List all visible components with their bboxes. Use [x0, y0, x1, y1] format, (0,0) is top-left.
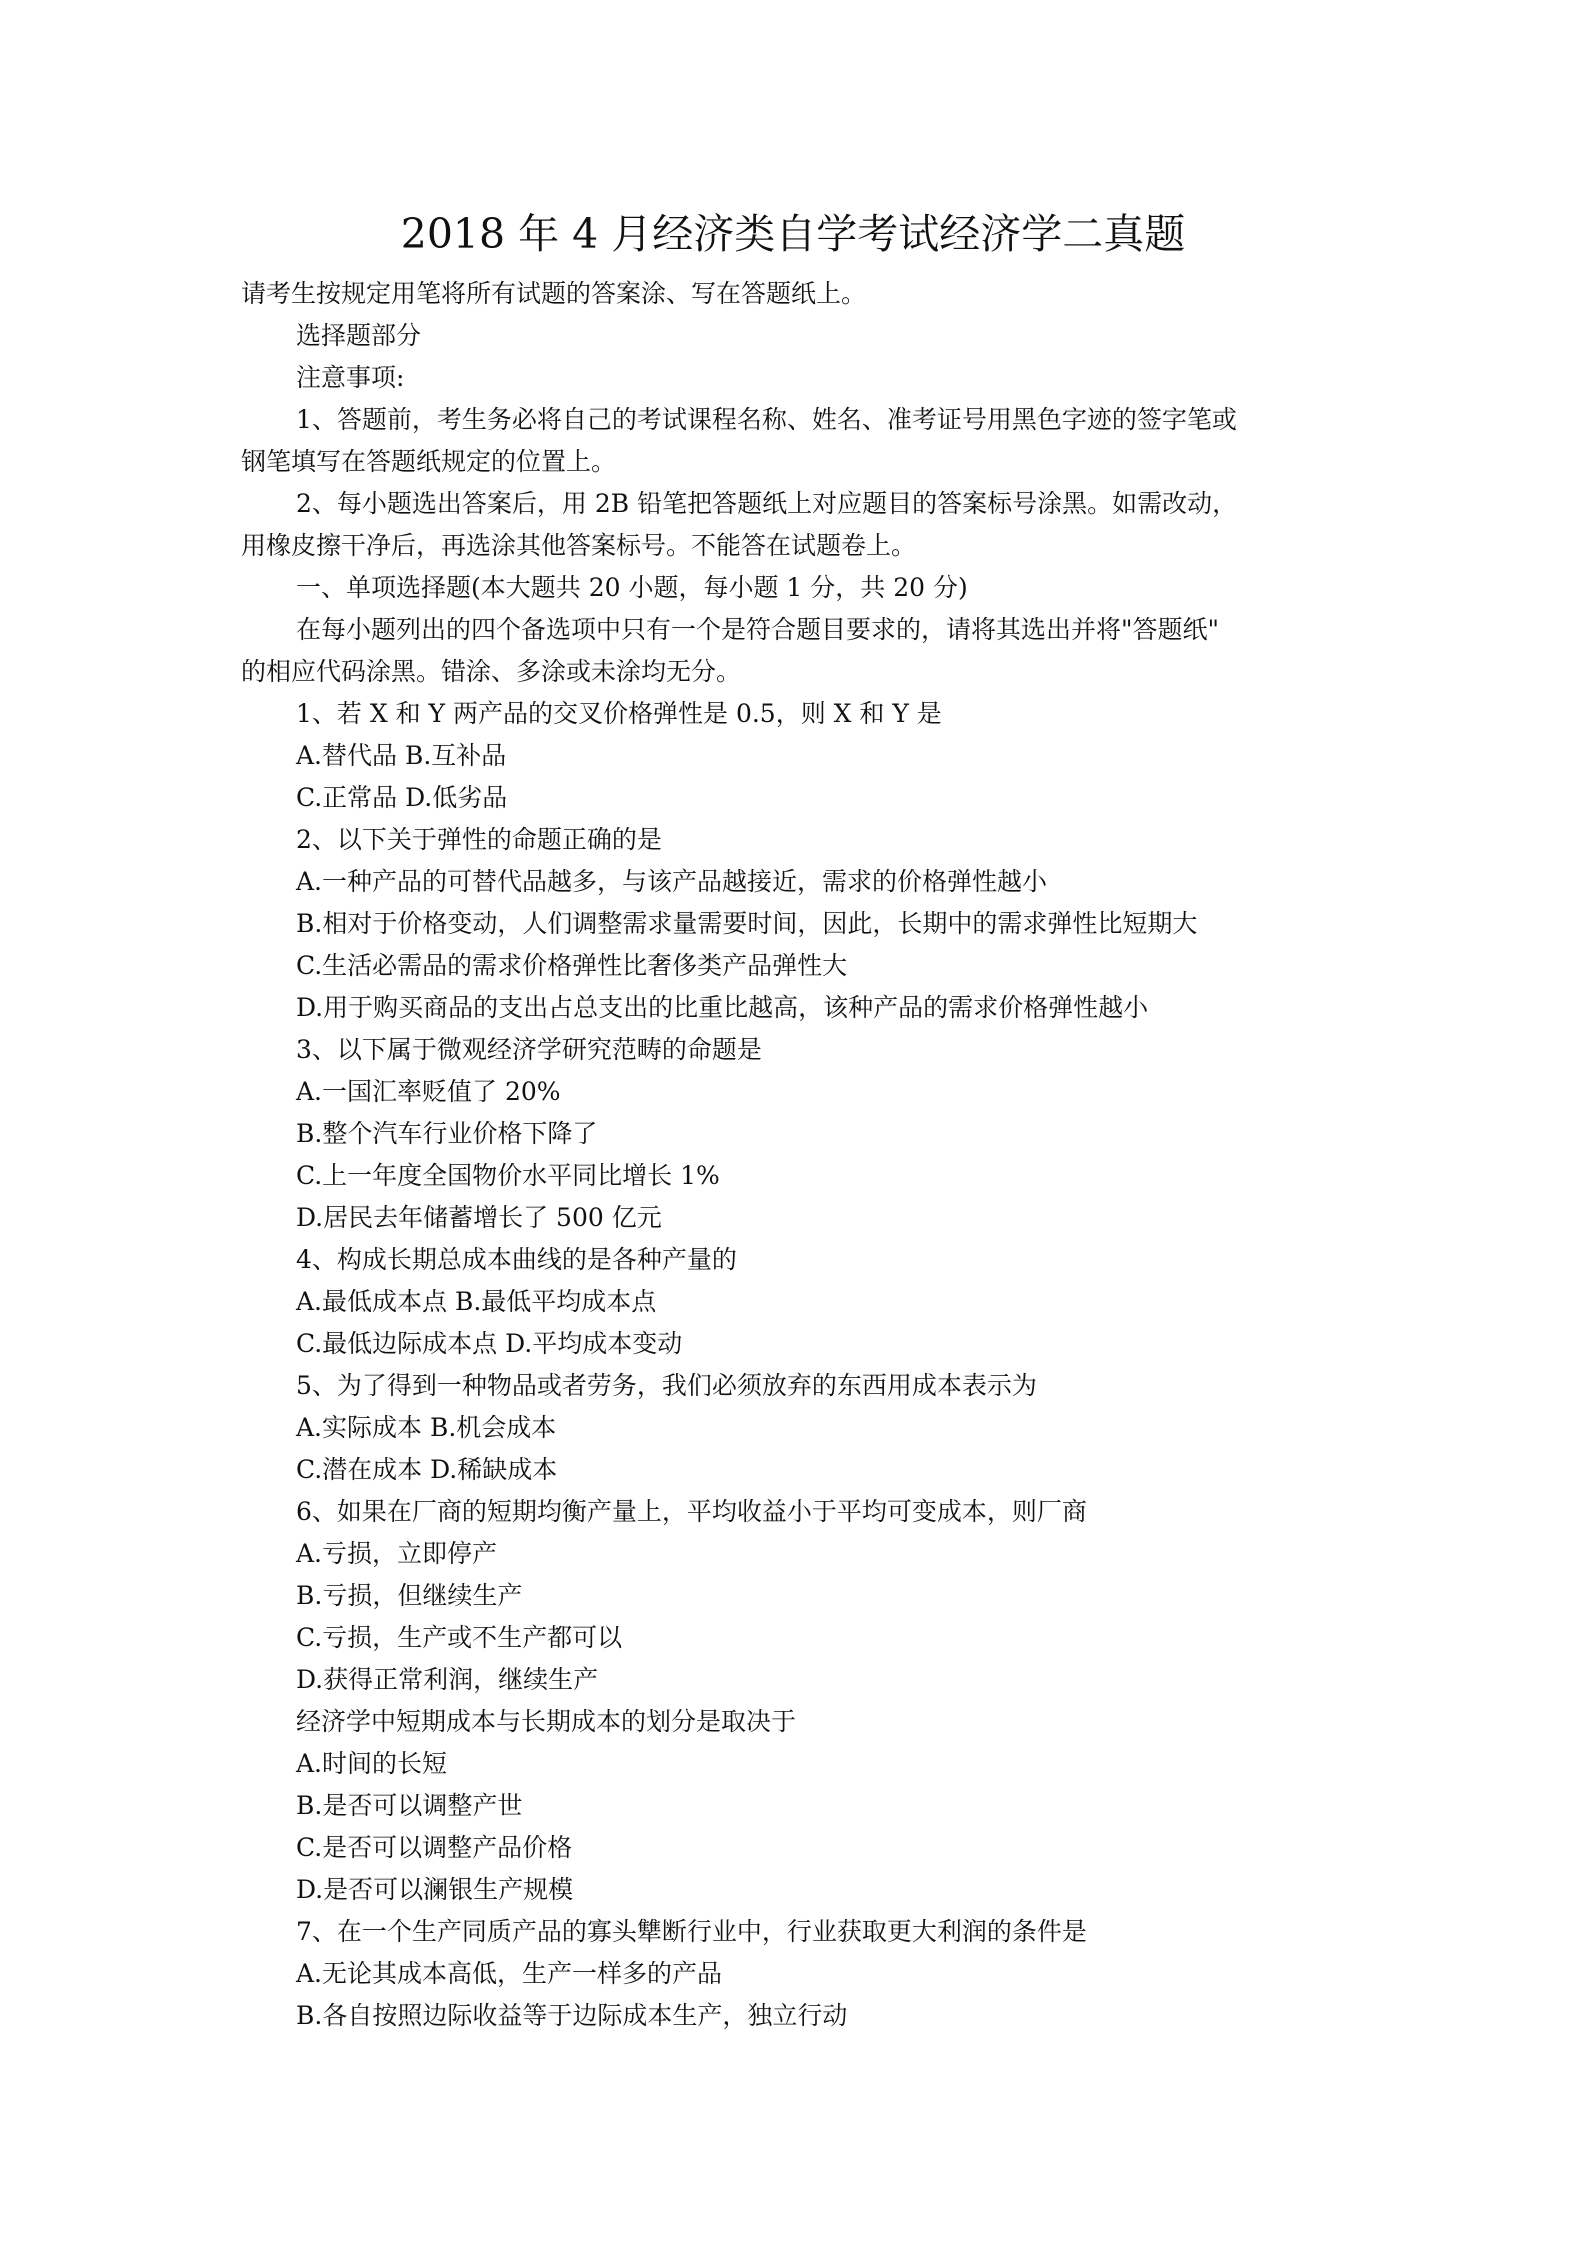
text-line: C.是否可以调整产品价格: [296, 1833, 573, 1862]
text-line: A.无论其成本高低，生产一样多的产品: [296, 1959, 723, 1988]
text-line: 经济学中短期成本与长期成本的划分是取决于: [296, 1707, 797, 1736]
text-line: B.相对于价格变动，人们调整需求量需要时间，因此，长期中的需求弹性比短期大: [296, 909, 1198, 938]
text-line: 4、构成长期总成本曲线的是各种产量的: [296, 1245, 737, 1274]
text-line: A.一国汇率贬值了 20%: [296, 1077, 561, 1106]
text-line: 6、如果在厂商的短期均衡产量上，平均收益小于平均可变成本，则厂商: [296, 1497, 1087, 1526]
text-line: 注意事项:: [296, 363, 405, 392]
text-line: 3、以下属于微观经济学研究范畴的命题是: [296, 1035, 762, 1064]
text-line: D.是否可以澜银生产规模: [296, 1875, 574, 1904]
text-line: B.各自按照边际收益等于边际成本生产，独立行动: [296, 2001, 848, 2030]
text-line: B.整个汽车行业价格下降了: [296, 1119, 598, 1148]
text-line: 在每小题列出的四个备选项中只有一个是符合题目要求的，请将其选出并将"答题纸": [296, 615, 1220, 644]
text-line: 5、为了得到一种物品或者劳务，我们必须放弃的东西用成本表示为: [296, 1371, 1037, 1400]
text-line: 2、以下关于弹性的命题正确的是: [296, 825, 662, 854]
document-body: [241, 273, 1361, 2037]
text-line: A.替代品 B.互补品: [296, 741, 507, 770]
text-line: A.实际成本 B.机会成本: [296, 1413, 557, 1442]
text-line: 用橡皮擦干净后，再选涂其他答案标号。不能答在试题卷上。: [241, 531, 917, 560]
text-line: C.正常品 D.低劣品: [296, 783, 508, 812]
page-title: 2018 年 4 月经济类自学考试经济学二真题: [400, 210, 1186, 258]
text-line: 一、单项选择题(本大题共 20 小题，每小题 1 分，共 20 分): [296, 573, 968, 602]
text-line: C.最低边际成本点 D.平均成本变动: [296, 1329, 683, 1358]
text-line: A.一种产品的可替代品越多，与该产品越接近，需求的价格弹性越小: [296, 867, 1048, 896]
text-line: A.时间的长短: [296, 1749, 448, 1778]
text-line: 2、每小题选出答案后，用 2B 铅笔把答题纸上对应题目的答案标号涂黑。如需改动，: [296, 489, 1238, 518]
text-line: C.潜在成本 D.稀缺成本: [296, 1455, 558, 1484]
text-line: C.生活必需品的需求价格弹性比奢侈类产品弹性大: [296, 951, 848, 980]
text-line: D.获得正常利润，继续生产: [296, 1665, 599, 1694]
text-line: C.亏损，生产或不生产都可以: [296, 1623, 623, 1652]
text-line: 的相应代码涂黑。错涂、多涂或未涂均无分。: [241, 657, 742, 686]
text-line: B.亏损，但继续生产: [296, 1581, 523, 1610]
text-line: 选择题部分: [296, 321, 422, 350]
text-line: 1、若 X 和 Y 两产品的交叉价格弹性是 0.5，则 X 和 Y 是: [296, 699, 942, 728]
text-line: D.用于购买商品的支出占总支出的比重比越高，该种产品的需求价格弹性越小: [296, 993, 1149, 1022]
text-line: 钢笔填写在答题纸规定的位置上。: [241, 447, 617, 476]
text-line: 7、在一个生产同质产品的寡头犨断行业中，行业获取更大利润的条件是: [296, 1917, 1087, 1946]
text-line: C.上一年度全国物价水平同比增长 1%: [296, 1161, 720, 1190]
text-line: D.居民去年储蓄增长了 500 亿元: [296, 1203, 662, 1232]
text-line: A.亏损，立即停产: [296, 1539, 498, 1568]
text-line: 请考生按规定用笔将所有试题的答案涂、写在答题纸上。: [241, 279, 867, 308]
text-line: B.是否可以调整产世: [296, 1791, 523, 1820]
text-line: 1、答题前，考生务必将自己的考试课程名称、姓名、准考证号用黑色字迹的签字笔或: [296, 405, 1237, 434]
text-line: A.最低成本点 B.最低平均成本点: [296, 1287, 657, 1316]
